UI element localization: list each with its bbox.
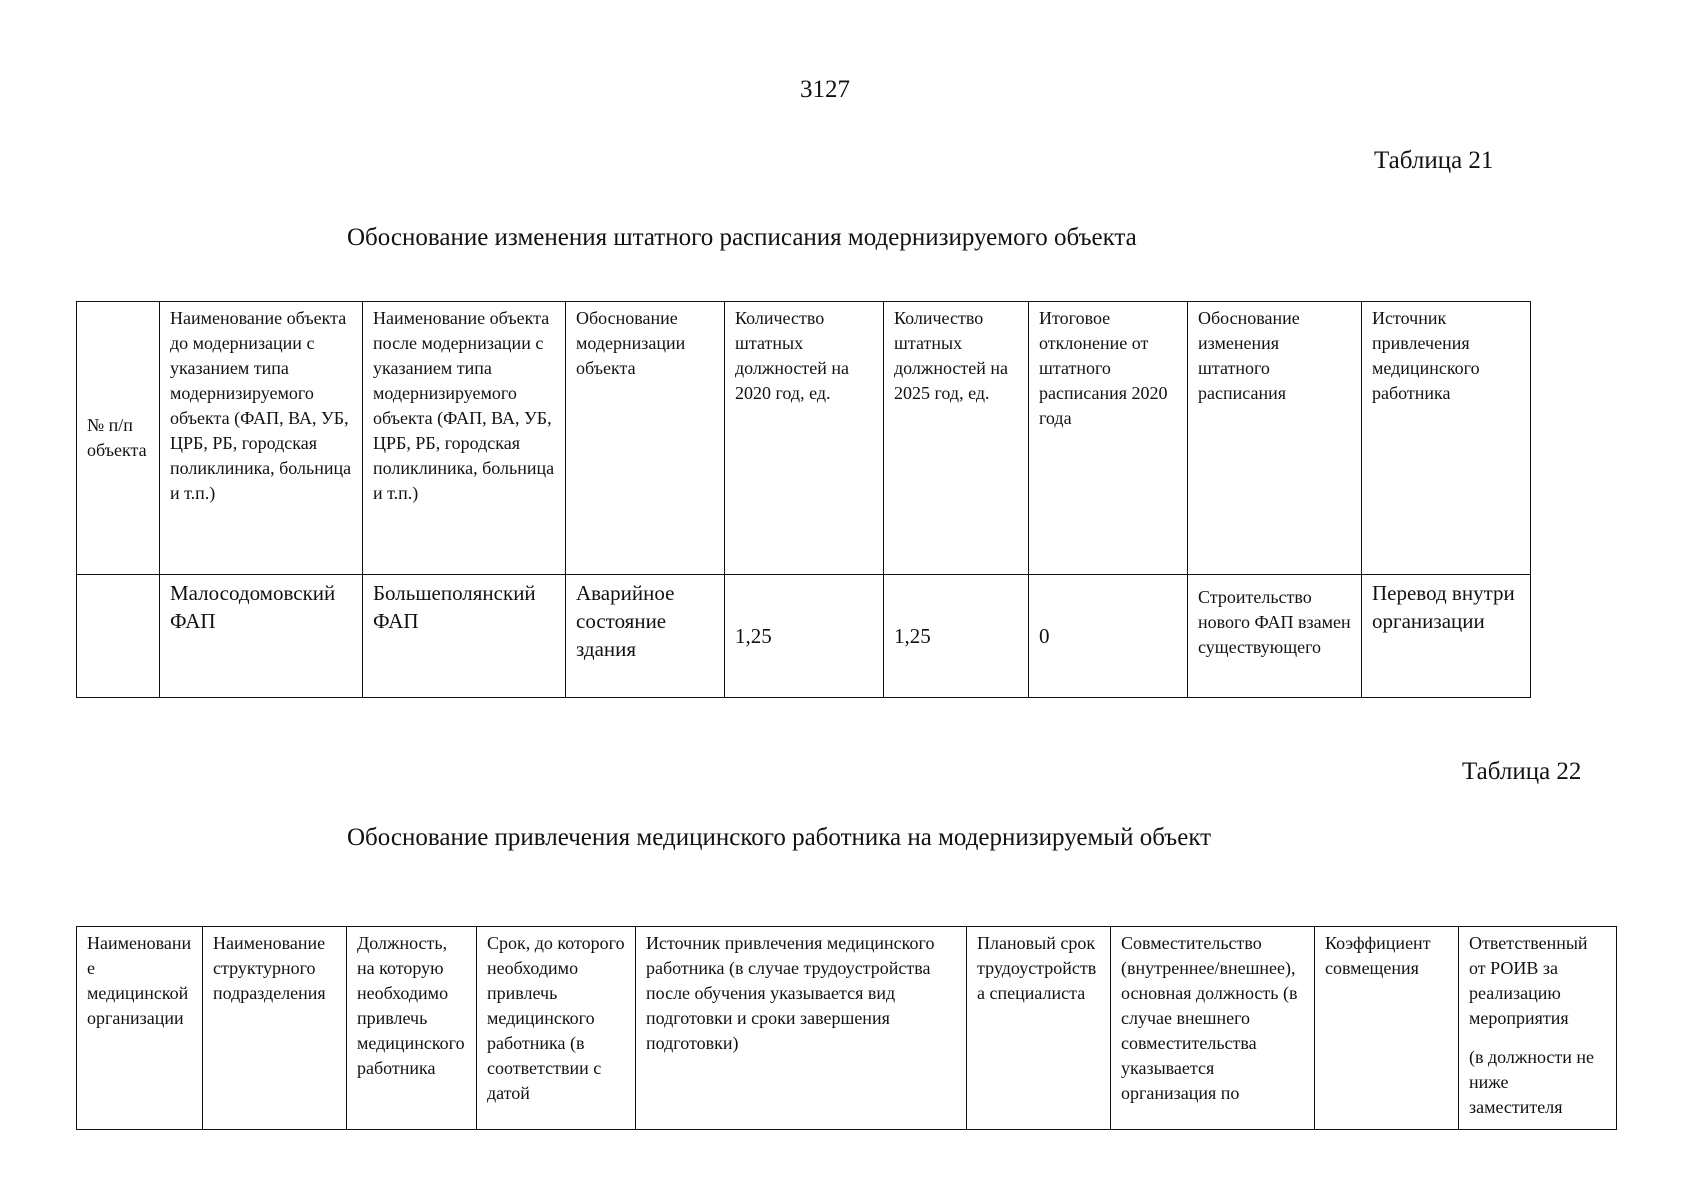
header-cell-staff-2020: Количество штатных должностей на 2020 год, ед. xyxy=(725,302,884,575)
cell-deviation: 0 xyxy=(1029,575,1188,698)
cell-staff-2025: 1,25 xyxy=(884,575,1029,698)
table-22-title: Обоснование привлечения медицинского работника на модернизируемый объект xyxy=(347,824,1212,851)
header-cell-before: Наименование объекта до модернизации с указанием типа модернизируемого объекта (ФАП, ВА, УБ, ЦРБ, РБ, городская поликлиника, больница и т.п.) xyxy=(160,302,363,575)
cell-reason: Аварийное состояние здания xyxy=(566,575,725,698)
table-21-header-row xyxy=(77,302,1531,575)
header-cell-staff-2025: Количество штатных должностей на 2025 год, ед. xyxy=(884,302,1029,575)
header-cell-recruit-source: Источник привлечения медицинского работника (в случае трудоустройства после обучения указывается вид подготовки и сроки завершения подготовки) xyxy=(636,927,967,1130)
cell-before: Малосодомовский ФАП xyxy=(160,575,363,698)
header-cell-source: Источник привлечения медицинского работника xyxy=(1362,302,1531,575)
header-cell-after: Наименование объекта после модернизации с указанием типа модернизируемого объекта (ФАП, ВА, УБ, ЦРБ, РБ, городская поликлиника, больница и т.п.) xyxy=(363,302,566,575)
header-cell-responsible-sub: (в должности не ниже заместителя xyxy=(1469,1047,1595,1117)
table-row xyxy=(77,575,1531,698)
header-cell-part-time: Совместительство (внутреннее/внешнее), основная должность (в случае внешнего совместительства указывается организация по xyxy=(1111,927,1315,1130)
table-21-title: Обоснование изменения штатного расписания модернизируемого объекта xyxy=(347,224,1137,251)
cell-source: Перевод внутри организации xyxy=(1362,575,1531,698)
cell-after: Большеполянский ФАП xyxy=(363,575,566,698)
header-cell-planned-date: Плановый срок трудоустройства специалиста xyxy=(967,927,1111,1130)
header-cell-responsible-main: Ответственный от РОИВ за реализацию мероприятия xyxy=(1469,933,1588,1028)
header-cell-deadline: Срок, до которого необходимо привлечь медицинского работника (в соответствии с датой xyxy=(477,927,636,1130)
table-21 xyxy=(76,301,1531,698)
cell-number xyxy=(77,575,160,698)
header-cell-department: Наименование структурного подразделения xyxy=(203,927,347,1130)
cell-change-reason: Строительство нового ФАП взамен существующего xyxy=(1188,575,1362,698)
table-22-header-row xyxy=(77,927,1617,1130)
header-cell-position: Должность, на которую необходимо привлечь медицинского работника xyxy=(347,927,477,1130)
header-cell-change-reason: Обоснование изменения штатного расписания xyxy=(1188,302,1362,575)
header-cell-coefficient: Коэффициент совмещения xyxy=(1315,927,1459,1130)
table-21-label: Таблица 21 xyxy=(1374,147,1494,174)
table-22 xyxy=(76,926,1617,1130)
header-cell-organization: Наименование медицинской организации xyxy=(77,927,203,1130)
table-22-label: Таблица 22 xyxy=(1462,758,1582,785)
header-cell-reason: Обоснование модернизации объекта xyxy=(566,302,725,575)
header-cell-deviation: Итоговое отклонение от штатного расписания 2020 года xyxy=(1029,302,1188,575)
cell-staff-2020: 1,25 xyxy=(725,575,884,698)
header-cell-number: № п/п объекта xyxy=(77,302,160,575)
page-number: 3127 xyxy=(800,76,850,103)
header-cell-responsible xyxy=(1459,927,1617,1130)
